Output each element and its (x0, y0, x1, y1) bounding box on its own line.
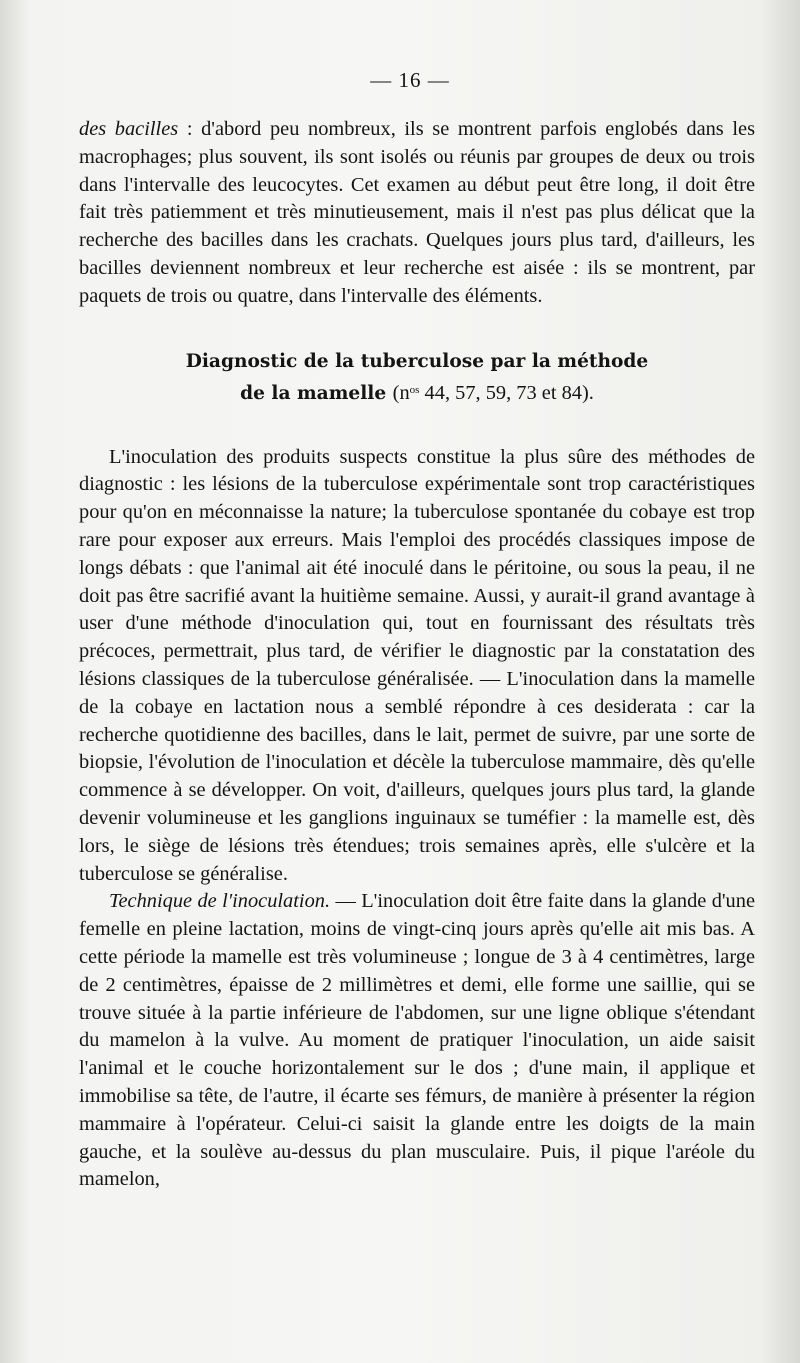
heading-ref-rest: 44, 57, 59, 73 et 84). (419, 381, 594, 404)
paragraph-text: : d'abord peu nombreux, ils se montrent parfois englobés dans les macrophages; plus souvent, ils sont isolés ou réunis par groupes de deux ou trois dans l'intervalle des leucocytes. Cet examen au début peut être long, il doit être fait très patiemment et très minutieusement, mais il n'est pas plus délicat que la recherche des bacilles dans les crachats. Quelques jours plus tard, d'ailleurs, les bacilles deviennent nombreux et leur recherche est aisée : ils se montrent, par paquets de trois ou quatre, dans l'intervalle des éléments. (79, 118, 755, 307)
page-number: — 16 — (370, 68, 450, 92)
paragraph-lead-italic: Technique de l'inoculation. (109, 890, 331, 913)
paragraph-text: — L'inoculation doit être faite dans la glande d'une femelle en pleine lactation, moins de vingt-cinq jours après qu'elle ait mis bas. A cette période la mamelle est très volumineuse ; longue de 3 à 4 centimètres, large de 2 centimètres, épaisse de 2 millimètres et demi, elle forme une saillie, qui se trouve située à la partie inférieure de l'abdomen, sur une ligne oblique s'étendant du mamelon à la vulve. Au moment de pratiquer l'inoculation, un aide saisit l'animal et le couche horizontalement sur le dos ; d'une main, il applique et immobilise sa tête, de l'autre, il écarte ses fémurs, de manière à présenter la région mammaire à l'opérateur. Celui-ci saisit la glande entre les doigts de la main gauche, et la soulève au-dessus du plan musculaire. Puis, il pique l'aréole du mamelon, (79, 890, 755, 1191)
heading-ref-sup: os (409, 383, 420, 396)
paragraph-lead-italic: des bacilles (79, 118, 179, 140)
heading-line-2 (79, 376, 755, 408)
page-body (79, 116, 755, 1194)
heading-line-1: Diagnostic de la tuberculose par la méthode (185, 350, 649, 372)
heading-references (393, 382, 594, 404)
paragraph-bacilles (79, 116, 755, 311)
paragraph-technique (79, 888, 755, 1194)
section-heading (79, 347, 755, 408)
heading-line-2-bold: de la mamelle (240, 382, 387, 404)
heading-ref-prefix: (n (392, 381, 410, 404)
paragraph-inoculation: L'inoculation des produits suspects constitue la plus sûre des méthodes de diagnostic : les lésions de la tuberculose expérimentale sont trop caractéristiques pour qu'on en méconnaisse la nature; la tuberculose spontanée du cobaye est trop rare pour exposer aux erreurs. Mais l'emploi des procédés classiques impose de longs débats : que l'animal ait été inoculé dans le péritoine, ou sous la peau, il ne doit pas être sacrifié avant la huitième semaine. Aussi, y aurait-il grand avantage à user d'une méthode d'inoculation qui, tout en fournissant des résultats très précoces, permettrait, plus tard, de vérifier le diagnostic par la constatation des lésions classiques de la tuberculose généralisée. — L'inoculation dans la mamelle de la cobaye en lactation nous a semblé répondre à ces desiderata : car la recherche quotidienne des bacilles, dans le lait, permet de suivre, par une sorte de biopsie, l'évolution de l'inoculation et décèle la tuberculose mammaire, dès qu'elle commence à se développer. On voit, d'ailleurs, quelques jours plus tard, la glande devenir volumineuse et les ganglions inguinaux se tuméfier : la mamelle est, dès lors, le siège de lésions très étendues; trois semaines après, elle s'ulcère et la tuberculose se généralise. (79, 445, 755, 885)
